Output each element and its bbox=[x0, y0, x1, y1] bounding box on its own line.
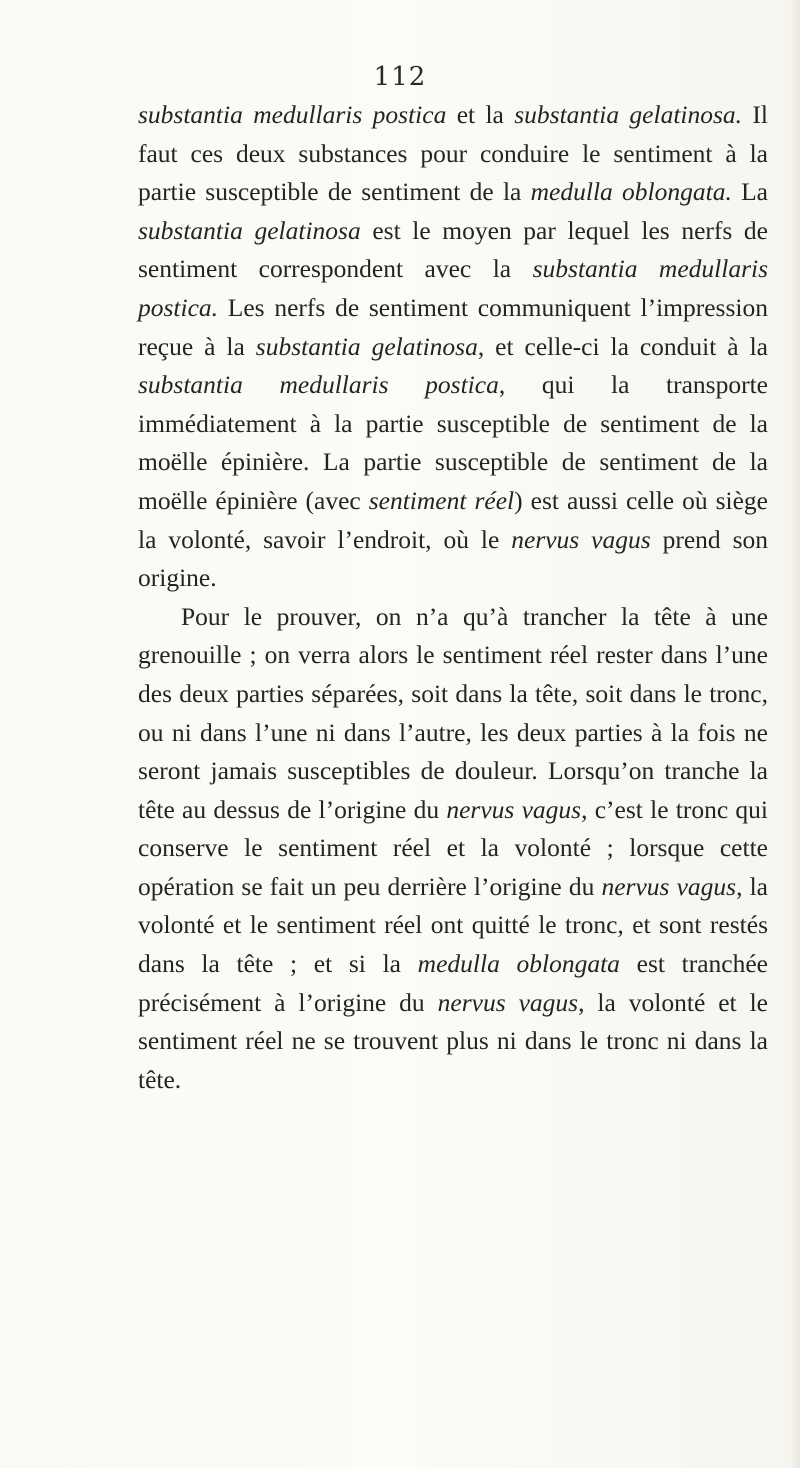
text-run: La bbox=[731, 177, 768, 207]
text-run: , la volonté et le sentiment réel ont quitté le tronc, et sont restés dans la tête ; et si la bbox=[138, 871, 768, 979]
text-run: , et celle-ci la conduit à la bbox=[477, 331, 768, 361]
text-run: , qui la transporte immédiatement à la partie susceptible de sentiment de la moëlle épinière. La partie susceptible de sentiment de la moëlle épinière (avec bbox=[138, 370, 768, 515]
italic-text: substantia medullaris postica bbox=[138, 100, 447, 129]
body-text bbox=[138, 96, 768, 1099]
italic-text: nervus vagus bbox=[511, 524, 651, 554]
italic-text: medulla oblongata. bbox=[530, 177, 732, 207]
paragraph bbox=[138, 96, 768, 598]
text-run: prend son origine. bbox=[138, 524, 768, 593]
italic-text: substantia gelatinosa bbox=[255, 331, 478, 361]
text-run: est le moyen par lequel les nerfs de sentiment correspondent avec la bbox=[138, 215, 768, 284]
italic-text: substantia gelatinosa. bbox=[514, 100, 743, 129]
paragraph bbox=[138, 598, 768, 1100]
italic-text: medulla oblongata bbox=[417, 949, 620, 979]
italic-text: substantia gelatinosa bbox=[138, 215, 361, 245]
page-edge-shadow bbox=[790, 0, 800, 1468]
italic-text: sentiment réel bbox=[368, 485, 515, 515]
text-run: Pour le prouver, on n’a qu’à trancher la tête à une grenouille ; on verra alors le sentiment réel rester dans l’une des deux parties séparées, soit dans la tête, soit dans le tronc, ou ni dans l’une ni dans l’autre, les deux parties à la fois ne seront jamais susceptibles de douleur. Lorsqu’on tranche la tête au dessus de l’origine du bbox=[138, 601, 768, 824]
text-run: ) est aussi celle où siège la volonté, savoir l’endroit, où le bbox=[138, 485, 769, 554]
italic-text: nervus vagus bbox=[437, 987, 579, 1017]
text-run: , c’est le tronc qui conserve le sentiment réel et la volonté ; lorsque cette opération se fait un peu derrière l’origine du bbox=[138, 794, 768, 901]
text-run: Il faut ces deux substances pour conduire le sentiment à la partie susceptible de sentiment de la bbox=[138, 100, 768, 207]
text-run: est tranchée précisément à l’origine du bbox=[138, 949, 768, 1017]
italic-text: nervus vagus bbox=[446, 794, 582, 824]
page-number: 112 bbox=[373, 62, 427, 92]
text-run: et la bbox=[446, 100, 515, 129]
text-run: , la volonté et le sentiment réel ne se trouvent plus ni dans le tronc ni dans la tête. bbox=[138, 987, 768, 1094]
text-run: Les nerfs de sentiment communiquent l’impression reçue à la bbox=[138, 292, 768, 361]
italic-text: nervus vagus bbox=[601, 871, 737, 901]
italic-text: substantia medullaris postica bbox=[138, 370, 499, 400]
italic-text: substantia medullaris postica. bbox=[138, 254, 769, 322]
